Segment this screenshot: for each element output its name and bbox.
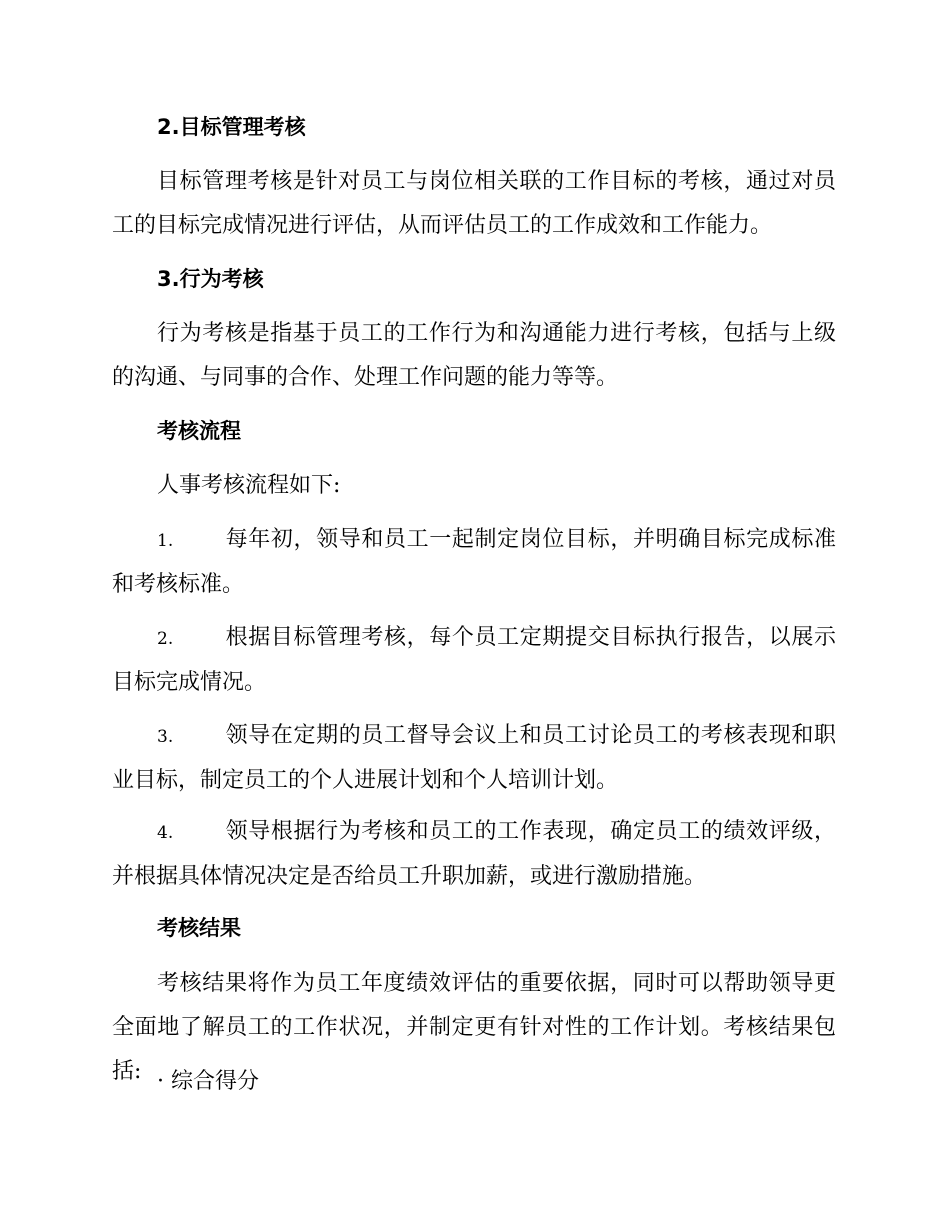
process-step-text: 领导在定期的员工督导会议上和员工讨论员工的考核表现和职业目标，制定员工的个人进展计划和个人培训计划。 <box>112 723 836 793</box>
process-step-text: 根据目标管理考核，每个员工定期提交目标执行报告，以展示目标完成情况。 <box>112 625 836 695</box>
process-step-4 <box>112 810 836 899</box>
section-heading-behavior: 3.行为考核 <box>157 267 264 291</box>
process-step-3 <box>112 714 836 803</box>
process-step-number: 2. <box>157 629 174 649</box>
section-body-target-management: 目标管理考核是针对员工与岗位相关联的工作目标的考核，通过对员工的目标完成情况进行评估，从而评估员工的工作成效和工作能力。 <box>112 169 836 238</box>
process-step-1 <box>112 518 836 607</box>
process-intro: 人事考核流程如下: <box>157 473 341 498</box>
section-body-behavior: 行为考核是指基于员工的工作行为和沟通能力进行考核，包括与上级的沟通、与同事的合作、处理工作问题的能力等等。 <box>112 321 836 390</box>
section-heading-target-management: 2.目标管理考核 <box>157 115 306 139</box>
section-heading-results: 考核结果 <box>157 916 241 940</box>
process-step-text: 领导根据行为考核和员工的工作表现，确定员工的绩效评级，并根据具体情况决定是否给员工升职加薪，或进行激励措施。 <box>112 819 836 889</box>
process-step-text: 每年初，领导和员工一起制定岗位目标，并明确目标完成标准和考核标准。 <box>112 527 836 597</box>
process-step-number: 1. <box>157 531 174 551</box>
section-body-results: 考核结果将作为员工年度绩效评估的重要依据，同时可以帮助领导更全面地了解员工的工作状况，并制定更有针对性的工作计划。考核结果包括: <box>112 971 836 1084</box>
process-step-number: 4. <box>157 823 174 843</box>
process-step-2 <box>112 616 836 705</box>
process-step-number: 3. <box>157 727 174 747</box>
section-heading-process: 考核流程 <box>157 419 241 443</box>
results-list-item: · 综合得分 <box>157 1069 259 1094</box>
